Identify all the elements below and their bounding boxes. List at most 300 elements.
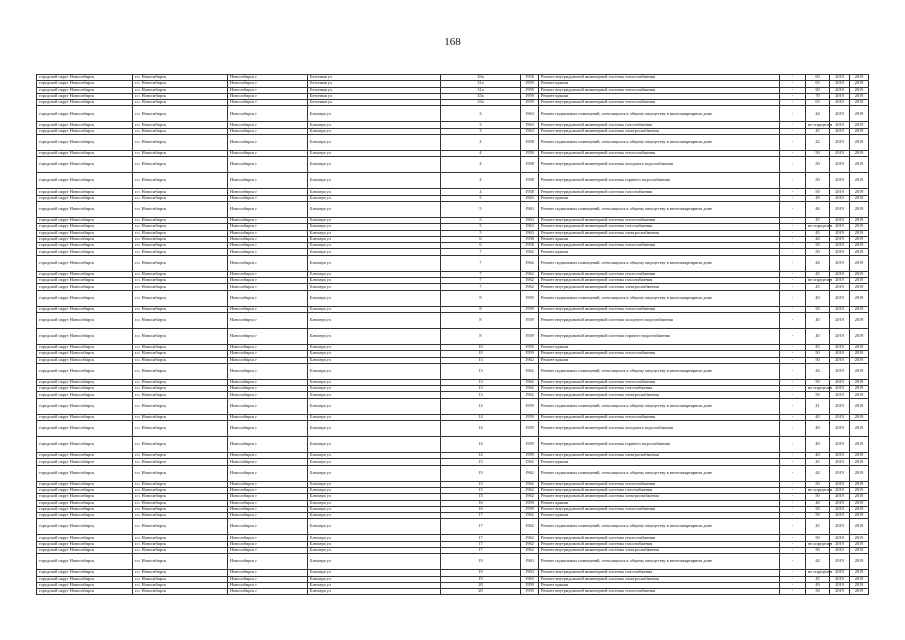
value-cell: 50 bbox=[806, 547, 830, 553]
street-cell: Блюхера ул bbox=[308, 541, 441, 547]
value-cell: 45 bbox=[806, 230, 830, 236]
end-year-cell: 2019 bbox=[850, 481, 869, 487]
street-cell: Блюхера ул bbox=[308, 535, 441, 541]
value-cell: 50 bbox=[806, 306, 830, 312]
value-cell: 50 bbox=[806, 151, 830, 157]
work-type-cell: Ремонт внутридомовой инженерной системы теплоснабжения bbox=[539, 351, 780, 357]
value-cell: 42 bbox=[806, 135, 830, 151]
house-number-cell: 6 bbox=[441, 236, 521, 242]
dash-cell: - bbox=[780, 519, 806, 535]
start-year-cell: 2019 bbox=[830, 481, 850, 487]
house-number-cell: 33а bbox=[441, 100, 521, 106]
start-year-cell: 2019 bbox=[830, 465, 850, 481]
year-built-cell: 1959 bbox=[521, 306, 539, 312]
street-cell: Блюхера ул bbox=[308, 344, 441, 350]
year-built-cell: 1959 bbox=[521, 93, 539, 99]
year-built-cell: 1959 bbox=[521, 312, 539, 328]
street-cell: Блюхера ул bbox=[308, 351, 441, 357]
district-cell: г.о. Новосибирск bbox=[133, 201, 228, 217]
value-cell: 45 bbox=[806, 576, 830, 582]
district-cell: г.о. Новосибирск bbox=[133, 465, 228, 481]
city-cell: Новосибирск г bbox=[228, 414, 308, 420]
value-cell: 50 bbox=[806, 189, 830, 195]
start-year-cell: 2019 bbox=[830, 487, 850, 493]
street-cell: Бетонная ул bbox=[308, 100, 441, 106]
dash-cell: - bbox=[780, 494, 806, 500]
city-cell: Новосибирск г bbox=[228, 81, 308, 87]
house-number-cell: 15 bbox=[441, 487, 521, 493]
city-cell: Новосибирск г bbox=[228, 541, 308, 547]
dash-cell: - bbox=[780, 217, 806, 223]
house-number-cell: 19 bbox=[441, 576, 521, 582]
start-year-cell: 2019 bbox=[830, 128, 850, 134]
year-built-cell: 1959 bbox=[521, 398, 539, 414]
value-cell: 45 bbox=[806, 459, 830, 465]
value-cell: не определен bbox=[806, 122, 830, 128]
dash-cell: - bbox=[780, 100, 806, 106]
house-number-cell: 33а bbox=[441, 93, 521, 99]
end-year-cell: 2019 bbox=[850, 173, 869, 189]
work-type-cell: Ремонт внутридомовой инженерной системы электроснабжения bbox=[539, 128, 780, 134]
work-type-cell: Ремонт подвальных помещений, относящихся к общему имуществу в многоквартирном доме bbox=[539, 135, 780, 151]
house-number-cell: 16 bbox=[441, 500, 521, 506]
work-type-cell: Ремонт внутридомовой инженерной системы электроснабжения bbox=[539, 392, 780, 398]
street-cell: Блюхера ул bbox=[308, 519, 441, 535]
street-cell: Блюхера ул bbox=[308, 236, 441, 242]
dash-cell: - bbox=[780, 453, 806, 459]
year-built-cell: 1962 bbox=[521, 392, 539, 398]
end-year-cell: 2019 bbox=[850, 217, 869, 223]
district-cell: г.о. Новосибирск bbox=[133, 278, 228, 284]
end-year-cell: 2019 bbox=[850, 547, 869, 553]
work-type-cell: Ремонт внутридомовой инженерной системы теплоснабжения bbox=[539, 271, 780, 277]
work-type-cell: Ремонт крыши bbox=[539, 500, 780, 506]
municipality-cell: городской округ Новосибирск bbox=[37, 494, 133, 500]
street-cell: Блюхера ул bbox=[308, 201, 441, 217]
work-type-cell: Ремонт внутридомовой инженерной системы теплоснабжения bbox=[539, 506, 780, 512]
house-number-cell: 15 bbox=[441, 459, 521, 465]
start-year-cell: 2019 bbox=[830, 93, 850, 99]
municipality-cell: городской округ Новосибирск bbox=[37, 201, 133, 217]
work-type-cell: Ремонт внутридомовой инженерной системы теплоснабжения bbox=[539, 217, 780, 223]
start-year-cell: 2019 bbox=[830, 344, 850, 350]
value-cell: 40 bbox=[806, 312, 830, 328]
city-cell: Новосибирск г bbox=[228, 547, 308, 553]
street-cell: Блюхера ул bbox=[308, 151, 441, 157]
start-year-cell: 2019 bbox=[830, 284, 850, 290]
dash-cell: - bbox=[780, 459, 806, 465]
district-cell: г.о. Новосибирск bbox=[133, 500, 228, 506]
value-cell: 49 bbox=[806, 195, 830, 201]
year-built-cell: 1958 bbox=[521, 75, 539, 81]
municipality-cell: городской округ Новосибирск bbox=[37, 278, 133, 284]
end-year-cell: 2019 bbox=[850, 328, 869, 344]
dash-cell: - bbox=[780, 249, 806, 255]
street-cell: Бетонная ул bbox=[308, 81, 441, 87]
house-number-cell: 5 bbox=[441, 217, 521, 223]
year-built-cell: 1962 bbox=[521, 519, 539, 535]
district-cell: г.о. Новосибирск bbox=[133, 243, 228, 249]
year-built-cell: 1962 bbox=[521, 379, 539, 385]
street-cell: Блюхера ул bbox=[308, 570, 441, 576]
dash-cell: - bbox=[780, 151, 806, 157]
year-built-cell: 1962 bbox=[521, 487, 539, 493]
house-number-cell: 8 bbox=[441, 290, 521, 306]
table-row bbox=[37, 398, 869, 414]
district-cell: г.о. Новосибирск bbox=[133, 459, 228, 465]
city-cell: Новосибирск г bbox=[228, 278, 308, 284]
dash-cell: - bbox=[780, 392, 806, 398]
district-cell: г.о. Новосибирск bbox=[133, 328, 228, 344]
work-type-cell: Ремонт внутридомовой инженерной системы электроснабжения bbox=[539, 547, 780, 553]
street-cell: Блюхера ул bbox=[308, 312, 441, 328]
value-cell: 50 bbox=[806, 243, 830, 249]
end-year-cell: 2019 bbox=[850, 386, 869, 392]
city-cell: Новосибирск г bbox=[228, 224, 308, 230]
street-cell: Блюхера ул bbox=[308, 135, 441, 151]
city-cell: Новосибирск г bbox=[228, 535, 308, 541]
end-year-cell: 2019 bbox=[850, 135, 869, 151]
district-cell: г.о. Новосибирск bbox=[133, 379, 228, 385]
city-cell: Новосибирск г bbox=[228, 87, 308, 93]
street-cell: Блюхера ул bbox=[308, 217, 441, 223]
district-cell: г.о. Новосибирск bbox=[133, 271, 228, 277]
table-row bbox=[37, 519, 869, 535]
end-year-cell: 2019 bbox=[850, 344, 869, 350]
end-year-cell: 2019 bbox=[850, 284, 869, 290]
house-number-cell: 7 bbox=[441, 278, 521, 284]
end-year-cell: 2019 bbox=[850, 100, 869, 106]
dash-cell: - bbox=[780, 195, 806, 201]
end-year-cell: 2019 bbox=[850, 554, 869, 570]
start-year-cell: 2019 bbox=[830, 547, 850, 553]
year-built-cell: 1959 bbox=[521, 87, 539, 93]
district-cell: г.о. Новосибирск bbox=[133, 224, 228, 230]
work-type-cell: Ремонт подвальных помещений, относящихся к общему имуществу в многоквартирном доме bbox=[539, 465, 780, 481]
house-number-cell: 10 bbox=[441, 351, 521, 357]
house-number-cell: 6 bbox=[441, 243, 521, 249]
house-number-cell: 4 bbox=[441, 189, 521, 195]
start-year-cell: 2019 bbox=[830, 589, 850, 595]
value-cell: 50 bbox=[806, 494, 830, 500]
year-built-cell: 1958 bbox=[521, 173, 539, 189]
city-cell: Новосибирск г bbox=[228, 75, 308, 81]
value-cell: 50 bbox=[806, 392, 830, 398]
street-cell: Блюхера ул bbox=[308, 363, 441, 379]
work-type-cell: Ремонт внутридомовой инженерной системы горячего водоснабжения bbox=[539, 173, 780, 189]
year-built-cell: 1962 bbox=[521, 271, 539, 277]
year-built-cell: 1962 bbox=[521, 541, 539, 547]
city-cell: Новосибирск г bbox=[228, 437, 308, 453]
house-number-cell: 14 bbox=[441, 398, 521, 414]
work-type-cell: Ремонт внутридомовой инженерной системы теплоснабжения bbox=[539, 306, 780, 312]
district-cell: г.о. Новосибирск bbox=[133, 570, 228, 576]
municipality-cell: городской округ Новосибирск bbox=[37, 453, 133, 459]
district-cell: г.о. Новосибирск bbox=[133, 589, 228, 595]
street-cell: Блюхера ул bbox=[308, 481, 441, 487]
street-cell: Блюхера ул bbox=[308, 582, 441, 588]
work-type-cell: Ремонт внутридомовой инженерной системы теплоснабжения bbox=[539, 379, 780, 385]
end-year-cell: 2019 bbox=[850, 459, 869, 465]
city-cell: Новосибирск г bbox=[228, 386, 308, 392]
municipality-cell: городской округ Новосибирск bbox=[37, 224, 133, 230]
value-cell: 46 bbox=[806, 201, 830, 217]
work-type-cell: Ремонт подвальных помещений, относящихся к общему имуществу в многоквартирном доме bbox=[539, 363, 780, 379]
district-cell: г.о. Новосибирск bbox=[133, 290, 228, 306]
city-cell: Новосибирск г bbox=[228, 189, 308, 195]
district-cell: г.о. Новосибирск bbox=[133, 554, 228, 570]
street-cell: Блюхера ул bbox=[308, 459, 441, 465]
end-year-cell: 2019 bbox=[850, 151, 869, 157]
city-cell: Новосибирск г bbox=[228, 195, 308, 201]
city-cell: Новосибирск г bbox=[228, 487, 308, 493]
house-number-cell: 5 bbox=[441, 230, 521, 236]
district-cell: г.о. Новосибирск bbox=[133, 437, 228, 453]
municipality-cell: городской округ Новосибирск bbox=[37, 398, 133, 414]
table-row bbox=[37, 135, 869, 151]
dash-cell: - bbox=[780, 135, 806, 151]
city-cell: Новосибирск г bbox=[228, 151, 308, 157]
end-year-cell: 2019 bbox=[850, 255, 869, 271]
start-year-cell: 2019 bbox=[830, 290, 850, 306]
district-cell: г.о. Новосибирск bbox=[133, 392, 228, 398]
end-year-cell: 2019 bbox=[850, 278, 869, 284]
year-built-cell: 1962 bbox=[521, 481, 539, 487]
end-year-cell: 2019 bbox=[850, 465, 869, 481]
start-year-cell: 2019 bbox=[830, 328, 850, 344]
value-cell: 50 bbox=[806, 87, 830, 93]
end-year-cell: 2019 bbox=[850, 500, 869, 506]
dash-cell: - bbox=[780, 189, 806, 195]
table-row bbox=[37, 255, 869, 271]
city-cell: Новосибирск г bbox=[228, 554, 308, 570]
year-built-cell: 1958 bbox=[521, 135, 539, 151]
dash-cell: - bbox=[780, 87, 806, 93]
dash-cell: - bbox=[780, 243, 806, 249]
dash-cell: - bbox=[780, 437, 806, 453]
municipality-cell: городской округ Новосибирск bbox=[37, 243, 133, 249]
street-cell: Блюхера ул bbox=[308, 589, 441, 595]
start-year-cell: 2019 bbox=[830, 398, 850, 414]
house-number-cell: 29а bbox=[441, 75, 521, 81]
street-cell: Блюхера ул bbox=[308, 106, 441, 122]
dash-cell: - bbox=[780, 236, 806, 242]
house-number-cell: 10 bbox=[441, 344, 521, 350]
year-built-cell: 1962 bbox=[521, 465, 539, 481]
table-body bbox=[37, 75, 869, 595]
work-type-cell: Ремонт внутридомовой инженерной системы теплоснабжения bbox=[539, 243, 780, 249]
city-cell: Новосибирск г bbox=[228, 363, 308, 379]
end-year-cell: 2019 bbox=[850, 351, 869, 357]
street-cell: Блюхера ул bbox=[308, 554, 441, 570]
start-year-cell: 2019 bbox=[830, 576, 850, 582]
street-cell: Блюхера ул bbox=[308, 230, 441, 236]
municipality-cell: городской округ Новосибирск bbox=[37, 414, 133, 420]
page-number: 168 bbox=[444, 36, 461, 48]
work-type-cell: Ремонт крыши bbox=[539, 459, 780, 465]
city-cell: Новосибирск г bbox=[228, 379, 308, 385]
work-type-cell: Ремонт внутридомовой инженерной системы теплоснабжения bbox=[539, 75, 780, 81]
district-cell: г.о. Новосибирск bbox=[133, 414, 228, 420]
dash-cell: - bbox=[780, 398, 806, 414]
start-year-cell: 2019 bbox=[830, 81, 850, 87]
municipality-cell: городской округ Новосибирск bbox=[37, 312, 133, 328]
work-type-cell: Ремонт подвальных помещений, относящихся к общему имуществу в многоквартирном доме bbox=[539, 554, 780, 570]
year-built-cell: 1958 bbox=[521, 236, 539, 242]
work-type-cell: Ремонт внутридомовой инженерной системы теплоснабжения bbox=[539, 589, 780, 595]
start-year-cell: 2019 bbox=[830, 173, 850, 189]
city-cell: Новосибирск г bbox=[228, 392, 308, 398]
city-cell: Новосибирск г bbox=[228, 284, 308, 290]
street-cell: Блюхера ул bbox=[308, 437, 441, 453]
street-cell: Блюхера ул bbox=[308, 421, 441, 437]
dash-cell: - bbox=[780, 541, 806, 547]
district-cell: г.о. Новосибирск bbox=[133, 344, 228, 350]
end-year-cell: 2019 bbox=[850, 576, 869, 582]
year-built-cell: 1959 bbox=[521, 328, 539, 344]
end-year-cell: 2019 bbox=[850, 81, 869, 87]
value-cell: 50 bbox=[806, 535, 830, 541]
district-cell: г.о. Новосибирск bbox=[133, 100, 228, 106]
street-cell: Блюхера ул bbox=[308, 506, 441, 512]
year-built-cell: 1962 bbox=[521, 547, 539, 553]
end-year-cell: 2019 bbox=[850, 421, 869, 437]
work-type-cell: Ремонт подвальных помещений, относящихся к общему имуществу в многоквартирном доме bbox=[539, 106, 780, 122]
dash-cell: - bbox=[780, 357, 806, 363]
district-cell: г.о. Новосибирск bbox=[133, 576, 228, 582]
municipality-cell: городской округ Новосибирск bbox=[37, 255, 133, 271]
start-year-cell: 2019 bbox=[830, 278, 850, 284]
district-cell: г.о. Новосибирск bbox=[133, 284, 228, 290]
dash-cell: - bbox=[780, 157, 806, 173]
municipality-cell: городской округ Новосибирск bbox=[37, 189, 133, 195]
dash-cell: - bbox=[780, 487, 806, 493]
end-year-cell: 2019 bbox=[850, 589, 869, 595]
work-type-cell: Ремонт внутридомовой инженерной системы теплоснабжения bbox=[539, 535, 780, 541]
year-built-cell: 1958 bbox=[521, 189, 539, 195]
municipality-cell: городской округ Новосибирск bbox=[37, 547, 133, 553]
house-number-cell: 20 bbox=[441, 582, 521, 588]
street-cell: Блюхера ул bbox=[308, 189, 441, 195]
street-cell: Блюхера ул bbox=[308, 465, 441, 481]
year-built-cell: 1959 bbox=[521, 414, 539, 420]
value-cell: 50 bbox=[806, 481, 830, 487]
value-cell: 65 bbox=[806, 81, 830, 87]
municipality-cell: городской округ Новосибирск bbox=[37, 357, 133, 363]
street-cell: Блюхера ул bbox=[308, 128, 441, 134]
end-year-cell: 2019 bbox=[850, 128, 869, 134]
value-cell: 44 bbox=[806, 465, 830, 481]
start-year-cell: 2019 bbox=[830, 306, 850, 312]
dash-cell: - bbox=[780, 173, 806, 189]
street-cell: Блюхера ул bbox=[308, 513, 441, 519]
house-number-cell: 3 bbox=[441, 106, 521, 122]
dash-cell: - bbox=[780, 363, 806, 379]
district-cell: г.о. Новосибирск bbox=[133, 135, 228, 151]
municipality-cell: городской округ Новосибирск bbox=[37, 81, 133, 87]
city-cell: Новосибирск г bbox=[228, 201, 308, 217]
value-cell: 50 bbox=[806, 506, 830, 512]
value-cell: 50 bbox=[806, 357, 830, 363]
start-year-cell: 2019 bbox=[830, 135, 850, 151]
start-year-cell: 2019 bbox=[830, 541, 850, 547]
value-cell: 45 bbox=[806, 271, 830, 277]
city-cell: Новосибирск г bbox=[228, 135, 308, 151]
municipality-cell: городской округ Новосибирск bbox=[37, 195, 133, 201]
work-type-cell: Ремонт внутридомовой инженерной системы горячего водоснабжения bbox=[539, 328, 780, 344]
start-year-cell: 2019 bbox=[830, 379, 850, 385]
start-year-cell: 2019 bbox=[830, 230, 850, 236]
value-cell: не определен bbox=[806, 278, 830, 284]
city-cell: Новосибирск г bbox=[228, 570, 308, 576]
value-cell: 50 bbox=[806, 379, 830, 385]
city-cell: Новосибирск г bbox=[228, 122, 308, 128]
street-cell: Бетонная ул bbox=[308, 75, 441, 81]
municipality-cell: городской округ Новосибирск bbox=[37, 236, 133, 242]
table-row bbox=[37, 201, 869, 217]
house-number-cell: 4 bbox=[441, 135, 521, 151]
work-type-cell: Ремонт внутридомовой инженерной системы холодного водоснабжения bbox=[539, 312, 780, 328]
value-cell: 44 bbox=[806, 554, 830, 570]
city-cell: Новосибирск г bbox=[228, 465, 308, 481]
year-built-cell: 1959 bbox=[521, 351, 539, 357]
year-built-cell: 1959 bbox=[521, 500, 539, 506]
year-built-cell: 1962 bbox=[521, 255, 539, 271]
value-cell: 45 bbox=[806, 519, 830, 535]
dash-cell: - bbox=[780, 284, 806, 290]
house-number-cell: 20 bbox=[441, 589, 521, 595]
value-cell: 50 bbox=[806, 513, 830, 519]
city-cell: Новосибирск г bbox=[228, 243, 308, 249]
value-cell: 40 bbox=[806, 500, 830, 506]
start-year-cell: 2019 bbox=[830, 87, 850, 93]
municipality-cell: городской округ Новосибирск bbox=[37, 519, 133, 535]
work-type-cell: Ремонт внутридомовой инженерной системы электроснабжения bbox=[539, 230, 780, 236]
house-number-cell: 5 bbox=[441, 224, 521, 230]
start-year-cell: 2019 bbox=[830, 453, 850, 459]
municipality-cell: городской округ Новосибирск bbox=[37, 570, 133, 576]
street-cell: Блюхера ул bbox=[308, 284, 441, 290]
year-built-cell: 1959 bbox=[521, 344, 539, 350]
city-cell: Новосибирск г bbox=[228, 100, 308, 106]
start-year-cell: 2019 bbox=[830, 421, 850, 437]
work-type-cell: Ремонт внутридомовой инженерной системы электроснабжения bbox=[539, 284, 780, 290]
value-cell: не определен bbox=[806, 541, 830, 547]
start-year-cell: 2019 bbox=[830, 151, 850, 157]
city-cell: Новосибирск г bbox=[228, 344, 308, 350]
house-number-cell: 31а bbox=[441, 81, 521, 87]
work-type-cell: Ремонт внутридомовой инженерной системы теплоснабжения bbox=[539, 100, 780, 106]
start-year-cell: 2019 bbox=[830, 224, 850, 230]
dash-cell: - bbox=[780, 589, 806, 595]
work-type-cell: Ремонт внутридомовой инженерной системы теплоснабжения bbox=[539, 87, 780, 93]
municipality-cell: городской округ Новосибирск bbox=[37, 271, 133, 277]
house-number-cell: 14 bbox=[441, 437, 521, 453]
start-year-cell: 2019 bbox=[830, 535, 850, 541]
value-cell: 41 bbox=[806, 398, 830, 414]
house-number-cell: 13 bbox=[441, 357, 521, 363]
district-cell: г.о. Новосибирск bbox=[133, 128, 228, 134]
year-built-cell: 1963 bbox=[521, 195, 539, 201]
end-year-cell: 2019 bbox=[850, 271, 869, 277]
work-type-cell: Ремонт крыши bbox=[539, 236, 780, 242]
district-cell: г.о. Новосибирск bbox=[133, 453, 228, 459]
work-type-cell: Ремонт подвальных помещений, относящихся к общему имуществу в многоквартирном доме bbox=[539, 290, 780, 306]
street-cell: Блюхера ул bbox=[308, 414, 441, 420]
house-number-cell: 31а bbox=[441, 87, 521, 93]
table-row bbox=[37, 465, 869, 481]
end-year-cell: 2019 bbox=[850, 75, 869, 81]
